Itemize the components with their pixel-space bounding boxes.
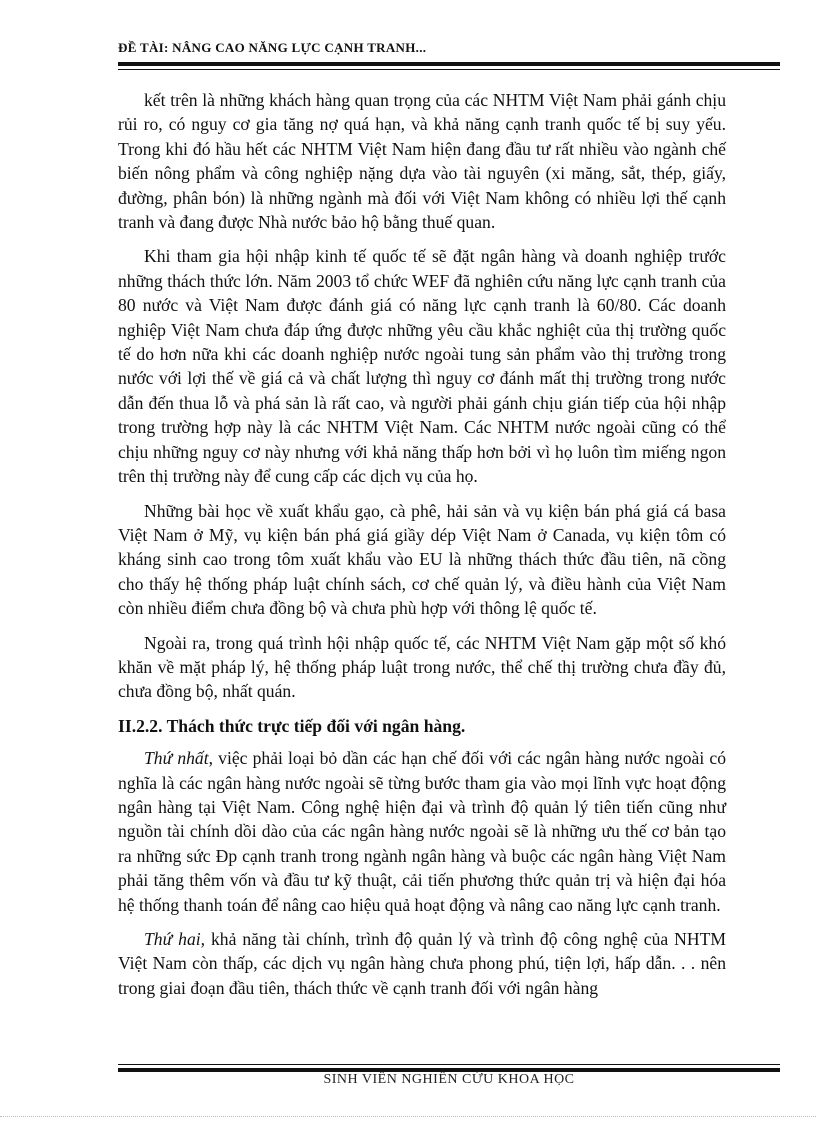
paragraph-1: kết trên là những khách hàng quan trọng của các NHTM Việt Nam phải gánh chịu rủi ro, có nguy cơ gia tăng nợ quá hạn, và khả năng cạnh tranh quốc tế bị suy yếu. Trong khi đó hầu hết các NHTM Việt Nam hiện đang đầu tư rất nhiều vào ngành chế biến nông phẩm và công nghiệp nặng dựa vào tài nguyên (xi măng, sắt, thép, giấy, đường, phân bón) là những ngành mà đối với Việt Nam không có nhiều lợi thế cạnh tranh và đang được Nhà nước bảo hộ bằng thuế quan. <box>118 90 726 233</box>
page-bottom-dotted-border <box>0 1116 816 1118</box>
paragraph-6 <box>118 927 726 1000</box>
page-footer-text: SINH VIÊN NGHIÊN CỨU KHOA HỌC <box>323 1072 575 1087</box>
footer-rule-thin <box>118 1064 780 1065</box>
header-rule-thin <box>118 69 780 70</box>
paragraph-4: Ngoài ra, trong quá trình hội nhập quốc tế, các NHTM Việt Nam gặp một số khó khăn về mặt pháp lý, hệ thống pháp luật trong nước, thể chế thị trường chưa đầy đủ, chưa đồng bộ, nhất quán. <box>118 632 726 702</box>
paragraph-5 <box>118 746 726 917</box>
paragraph-5-text: , việc phải loại bỏ dần các hạn chế đối với các ngân hàng nước ngoài có nghĩa là các ngân hàng nước ngoài sẽ từng bước tham gia vào mọi lĩnh vực hoạt động ngân hàng tại Việt Nam. Công nghệ hiện đại và trình độ quản lý tiên tiến cũng như nguồn tài chính dồi dào của các ngân hàng nước ngoài sẽ là những ưu thế cơ bản tạo ra những sức Ðp cạnh tranh trong ngành ngân hàng và buộc các ngân hàng Việt Nam phải tăng thêm vốn và đầu tư kỹ thuật, cải tiến phương thức quản trị và hiện đại hóa hệ thống thanh toán để nâng cao hiệu quả hoạt động và nâng cao năng lực cạnh tranh. <box>118 748 726 915</box>
paragraph-6-text: khả năng tài chính, trình độ quản lý và trình độ công nghệ của NHTM Việt Nam còn thấp, các dịch vụ ngân hàng chưa phong phú, tiện lợi, hấp dẫn. . . nên trong giai đoạn đầu tiên, thách thức về cạnh tranh đối với ngân hàng <box>118 929 726 998</box>
paragraph-2: Khi tham gia hội nhập kinh tế quốc tế sẽ đặt ngân hàng và doanh nghiệp trước những thách thức lớn. Năm 2003 tổ chức WEF đã nghiên cứu năng lực cạnh tranh của 80 nước và Việt Nam được đánh giá có năng lực cạnh tranh là 60/80. Các doanh nghiệp Việt Nam chưa đáp ứng được những yêu cầu khắc nghiệt của thị trường quốc tế do hơn nữa khi các doanh nghiệp nước ngoài tung sản phẩm vào thị trường trong nước với lợi thế về giá cả và chất lượng thì nguy cơ đánh mất thị trường trong nước dẫn đến thua lỗ và phá sản là rất cao, và người phải gánh chịu gián tiếp của hội nhập trong trường hợp này là các NHTM Việt Nam. Các NHTM nước ngoài cũng có thể chịu những nguy cơ này nhưng với khả năng thấp hơn bởi vì họ luôn tìm miếng ngon trên thị trường này để cung cấp các dịch vụ của họ. <box>118 246 726 487</box>
page-header-title: ĐỀ TÀI: NÂNG CAO NĂNG LỰC CẠNH TRANH... <box>118 40 427 55</box>
paragraph-6-lead: Thứ hai, <box>144 929 206 949</box>
paragraph-5-lead: Thứ nhất <box>144 748 209 769</box>
paragraph-3: Những bài học về xuất khẩu gạo, cà phê, hải sản và vụ kiện bán phá giá cá basa Việt Nam ở Mỹ, vụ kiện bán phá giá giầy dép Việt Nam ở Canada, vụ kiện tôm có kháng sinh cao trong tôm xuất khẩu vào EU là những thách thức đầu tiên, nã cồng cho thấy hệ thống pháp luật chính sách, cơ chế quản lý, và điều hành của Việt Nam còn nhiều điểm chưa đồng bộ và chưa phù hợp với thông lệ quốc tế. <box>118 500 726 619</box>
header-rule-thick <box>118 62 780 66</box>
section-heading: II.2.2. Thách thức trực tiếp đối với ngân hàng. <box>118 715 466 736</box>
document-body <box>118 88 726 1010</box>
